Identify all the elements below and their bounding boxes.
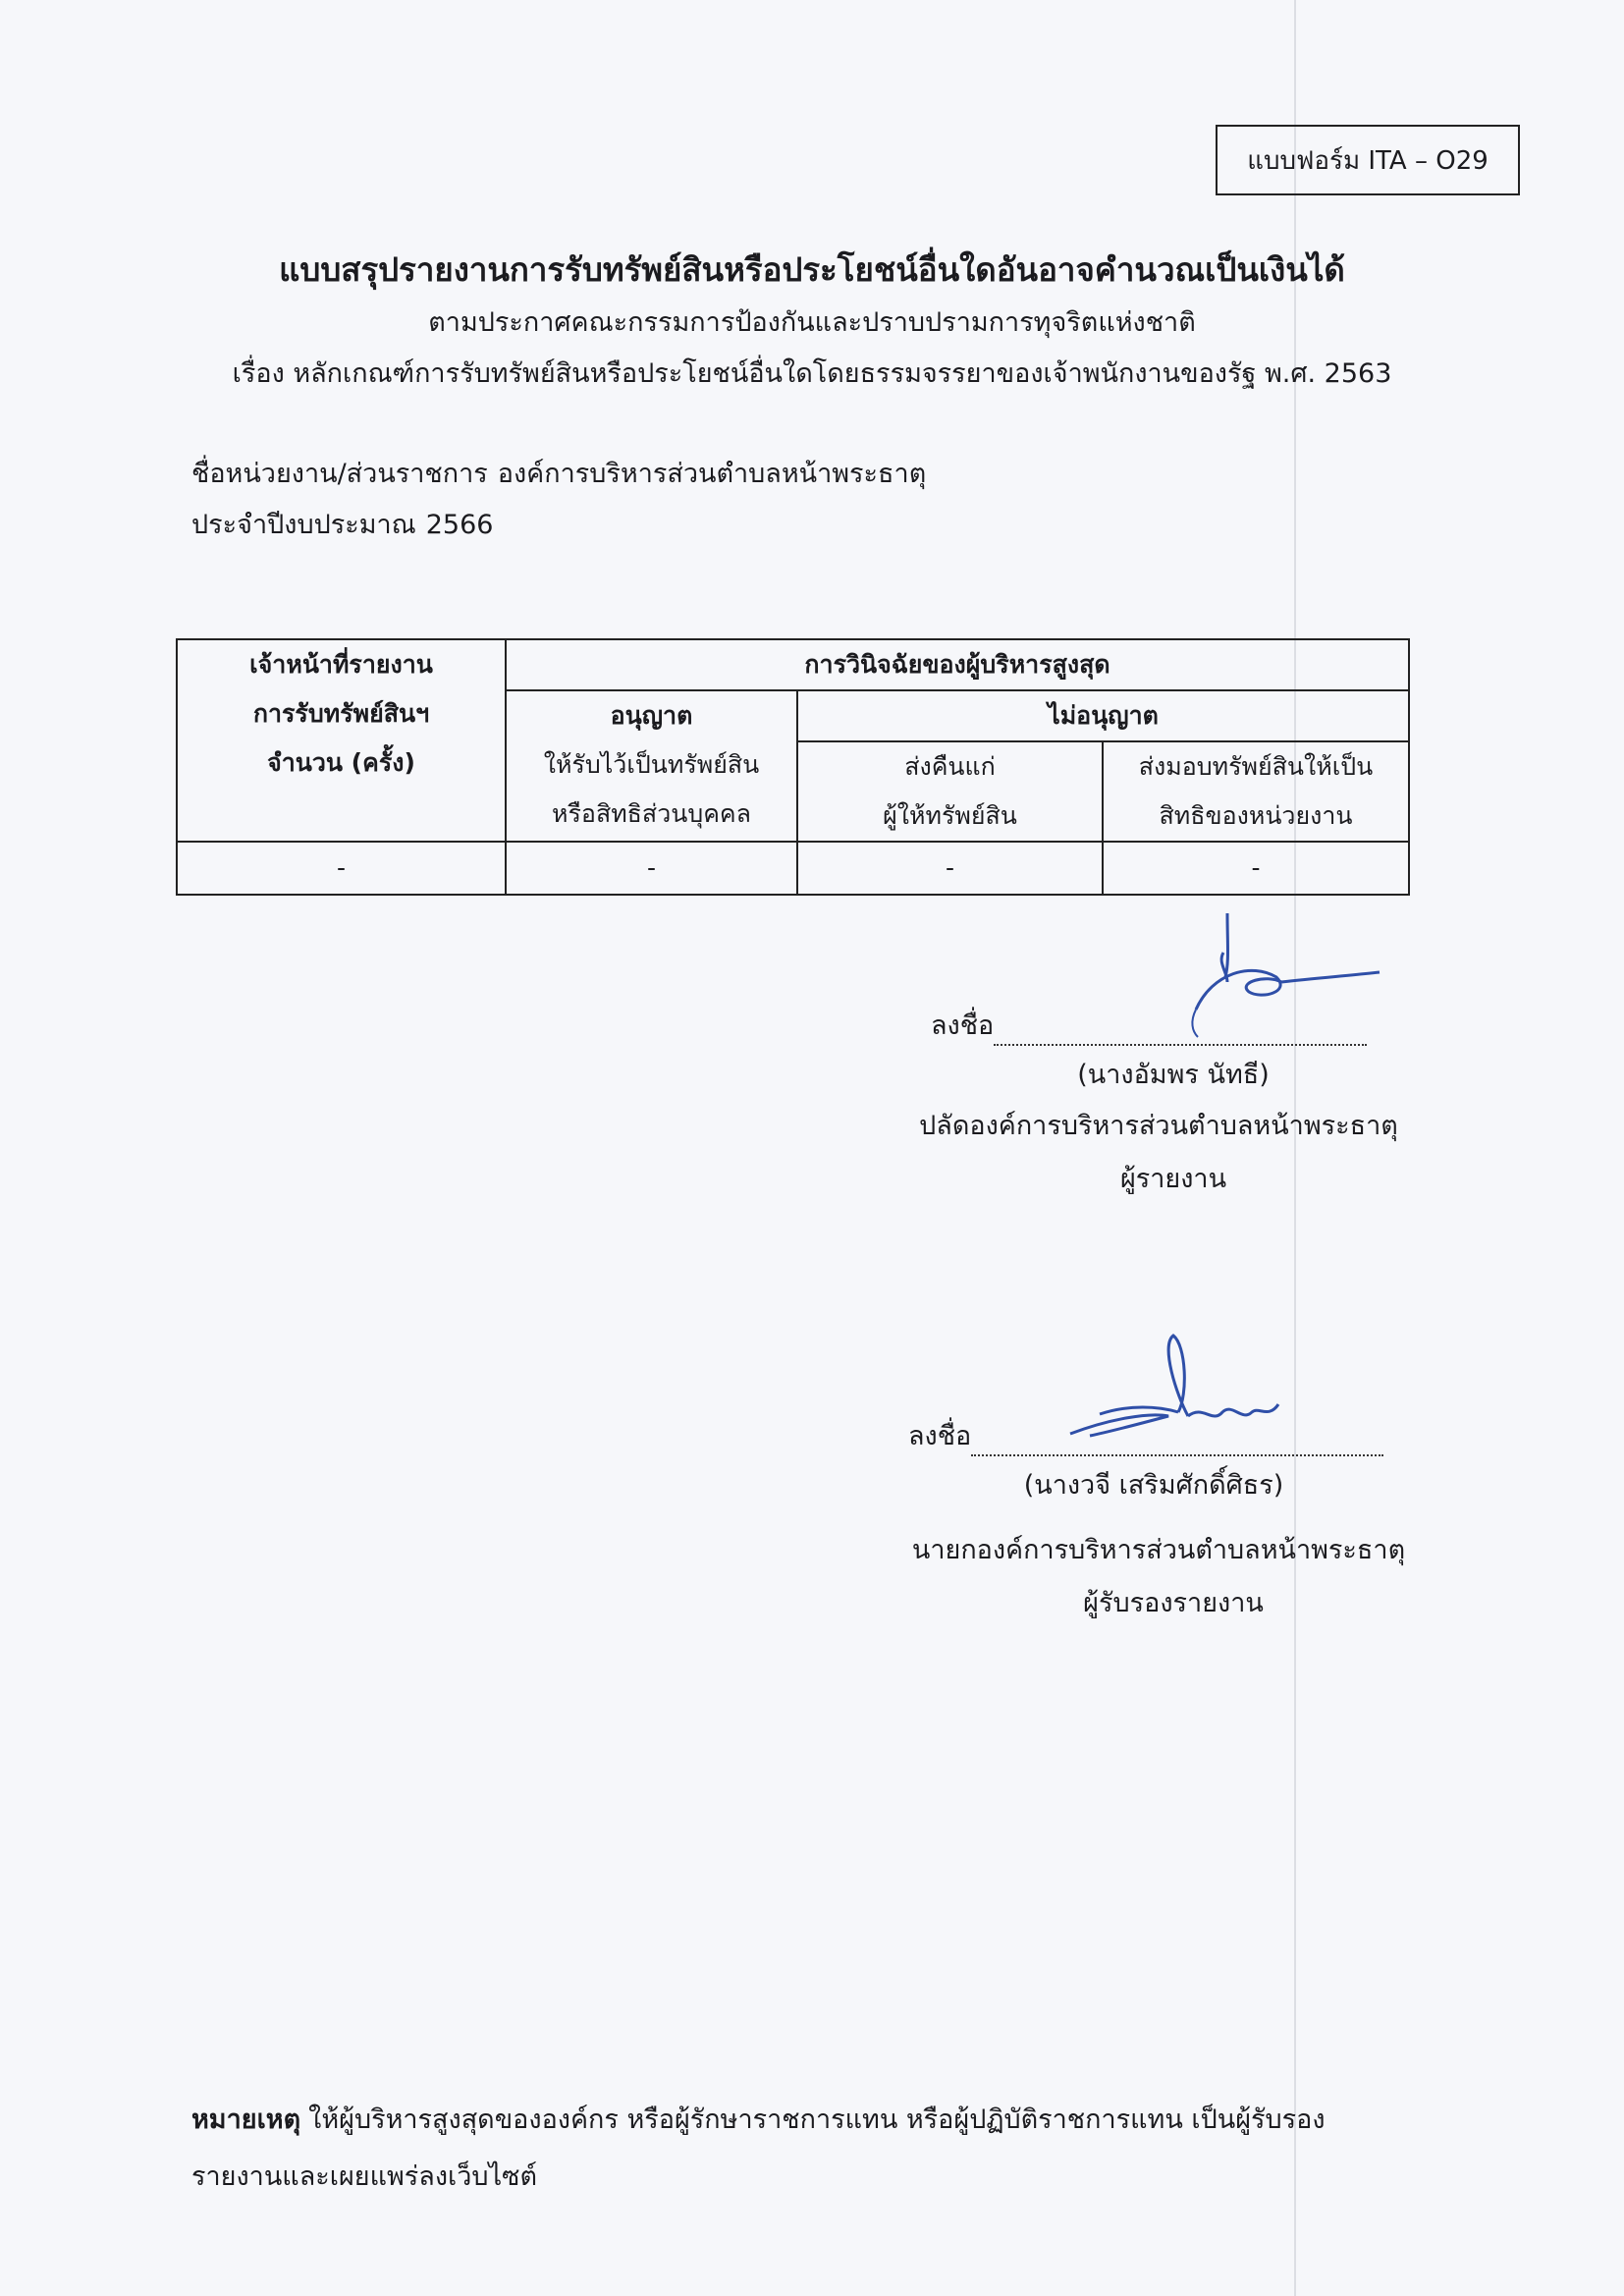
budget-label: ประจำปีงบประมาณ <box>191 510 416 540</box>
note-text-line-1: ให้ผู้บริหารสูงสุดขององค์กร หรือผู้รักษาราชการแทน หรือผู้ปฏิบัติราชการแทน เป็นผู้รับรอง <box>308 2105 1326 2135</box>
page-fold-line <box>1294 0 1296 2296</box>
document-subtitle-2: เรื่อง หลักเกณฑ์การรับทรัพย์สินหรือประโยชน์อื่นใดโดยธรรมจรรยาของเจ้าพนักงานของรัฐ พ.ศ. 2563 <box>232 358 1392 389</box>
decision-header: การวินิจฉัยของผู้บริหารสูงสุด <box>506 639 1409 690</box>
value-transfer: - <box>1103 842 1409 895</box>
signer-role: ผู้รายงาน <box>1119 1164 1227 1194</box>
note-section <box>191 2092 1448 2206</box>
reporter-count-header: เจ้าหน้าที่รายงาน การรับทรัพย์สินฯ จำนวน (ครั้ง) <box>177 639 506 842</box>
sign-label: ลงชื่อ <box>908 1421 972 1451</box>
handwritten-signature-2 <box>1051 1326 1306 1453</box>
allow-header: อนุญาต <box>610 701 693 730</box>
document-title: แบบสรุปรายงานการรับทรัพย์สินหรือประโยชน์อื่นใดอันอาจคำนวณเป็นเงินได้ <box>279 250 1345 289</box>
return-header: ส่งคืนแก่ ผู้ให้ทรัพย์สิน <box>797 741 1103 842</box>
value-reporter-count: - <box>177 842 506 895</box>
signer-position: ปลัดองค์การบริหารส่วนตำบลหน้าพระธาตุ <box>919 1111 1398 1141</box>
signer-role: ผู้รับรองรายงาน <box>1083 1588 1264 1618</box>
note-label: หมายเหตุ <box>191 2105 301 2135</box>
sign-label: ลงชื่อ <box>931 1011 995 1041</box>
note-text-line-2: รายงานและเผยแพร่ลงเว็บไซต์ <box>191 2161 538 2192</box>
value-return: - <box>797 842 1103 895</box>
summary-table <box>176 638 1410 896</box>
signer-name: (นางวจี เสริมศักดิ์ศิธร) <box>1023 1470 1284 1501</box>
agency-name: องค์การบริหารส่วนตำบลหน้าพระธาตุ <box>497 459 927 489</box>
transfer-header: ส่งมอบทรัพย์สินให้เป็น สิทธิของหน่วยงาน <box>1103 741 1409 842</box>
value-allow: - <box>506 842 797 895</box>
deny-header: ไม่อนุญาต <box>797 690 1409 741</box>
agency-line <box>191 452 926 494</box>
agency-label: ชื่อหน่วยงาน/ส่วนราชการ <box>191 459 488 489</box>
signer-name: (นางอัมพร นัทธี) <box>1077 1060 1270 1090</box>
signer-position: นายกองค์การบริหารส่วนตำบลหน้าพระธาตุ <box>911 1535 1406 1565</box>
allow-header-cell: อนุญาต ให้รับไว้เป็นทรัพย์สิน หรือสิทธิส่วนบุคคล <box>506 690 797 842</box>
budget-line <box>191 503 493 545</box>
budget-year: 2566 <box>425 510 494 540</box>
document-subtitle-1: ตามประกาศคณะกรรมการป้องกันและปราบปรามการทุจริตแห่งชาติ <box>428 307 1196 338</box>
form-code-box: แบบฟอร์ม ITA – O29 <box>1216 125 1520 195</box>
handwritten-signature-1 <box>1080 884 1394 1051</box>
